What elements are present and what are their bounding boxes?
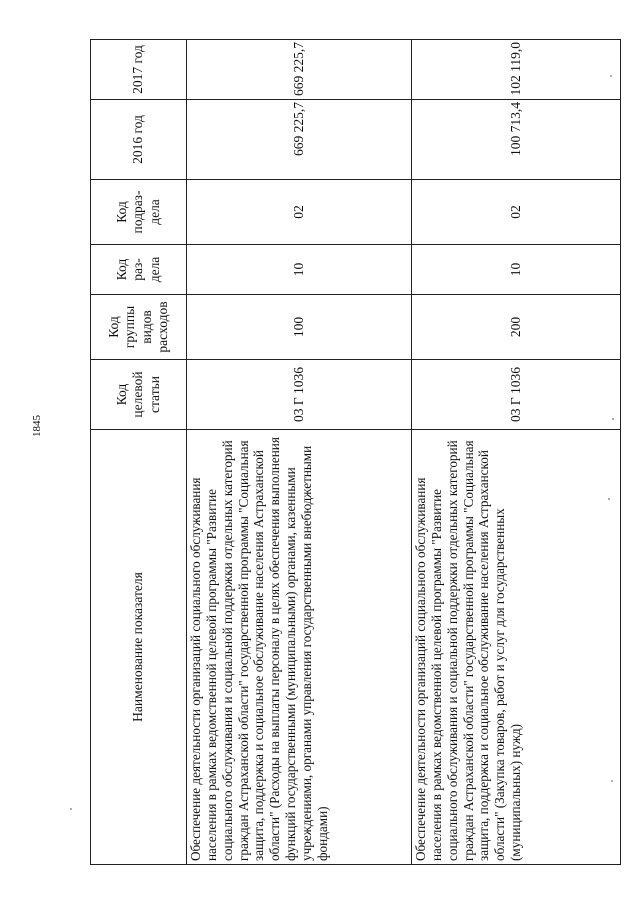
header-year-2016: 2016 год xyxy=(91,100,187,180)
table-row xyxy=(412,40,621,865)
row-target-code-cell: 03 Г 1036 xyxy=(412,360,621,430)
header-year-2017: 2017 год xyxy=(91,40,187,100)
rotated-page-area xyxy=(90,40,620,865)
row-expense-group-cell: 100 xyxy=(187,295,412,360)
header-section-code: Код раз-дела xyxy=(91,245,187,295)
row-2017-amount-cell: 669 225,7 xyxy=(187,40,412,100)
budget-table xyxy=(90,39,621,865)
scan-speck xyxy=(610,75,612,77)
header-expense-group-code: Код группы видов расходов xyxy=(91,295,187,360)
scan-speck xyxy=(608,498,610,500)
row-name-cell: Обеспечение деятельности организаций социального обслуживания населения в рамках ведомственной целевой программы "Развитие социального обслуживания и социальной поддержки отдельных категорий граждан Астраханской области" государственной программы "Социальная защита, поддержка и социальное обслуживание населения Астраханской области" (Расходы на выплаты персоналу в целях обеспечения выполнения функций государственными (муниципальными) органами, казенными учреждениями, органами управления государственными внебюджетными фондами) xyxy=(187,430,412,865)
row-subsection-cell: 02 xyxy=(412,180,621,245)
header-name: Наименование показателя xyxy=(91,430,187,865)
row-2017-amount-cell: 102 119,0 xyxy=(412,40,621,100)
row-section-cell: 10 xyxy=(187,245,412,295)
row-2016-amount-cell: 100 713,4 xyxy=(412,100,621,180)
scan-speck xyxy=(611,780,613,782)
row-subsection-cell: 02 xyxy=(187,180,412,245)
row-target-code-cell: 03 Г 1036 xyxy=(187,360,412,430)
header-subsection-code: Код подраз-дела xyxy=(91,180,187,245)
table-header-row xyxy=(91,40,187,865)
row-2016-amount-cell: 669 225,7 xyxy=(187,100,412,180)
page-number: 1845 xyxy=(31,415,43,437)
row-expense-group-cell: 200 xyxy=(412,295,621,360)
row-name-cell: Обеспечение деятельности организаций социального обслуживания населения в рамках ведомственной целевой программы "Развитие социального обслуживания и социальной поддержки отдельных категорий граждан Астраханской области" государственной программы "Социальная защита, поддержка и социальное обслуживание населения Астраханской области" (Закупка товаров, работ и услуг для государственных (муниципальных) нужд) xyxy=(412,430,621,865)
header-target-code: Код целевой статьи xyxy=(91,360,187,430)
budget-table-container xyxy=(90,40,620,865)
table-row xyxy=(187,40,412,865)
row-section-cell: 10 xyxy=(412,245,621,295)
scan-speck xyxy=(70,808,72,810)
scan-speck xyxy=(612,418,614,420)
